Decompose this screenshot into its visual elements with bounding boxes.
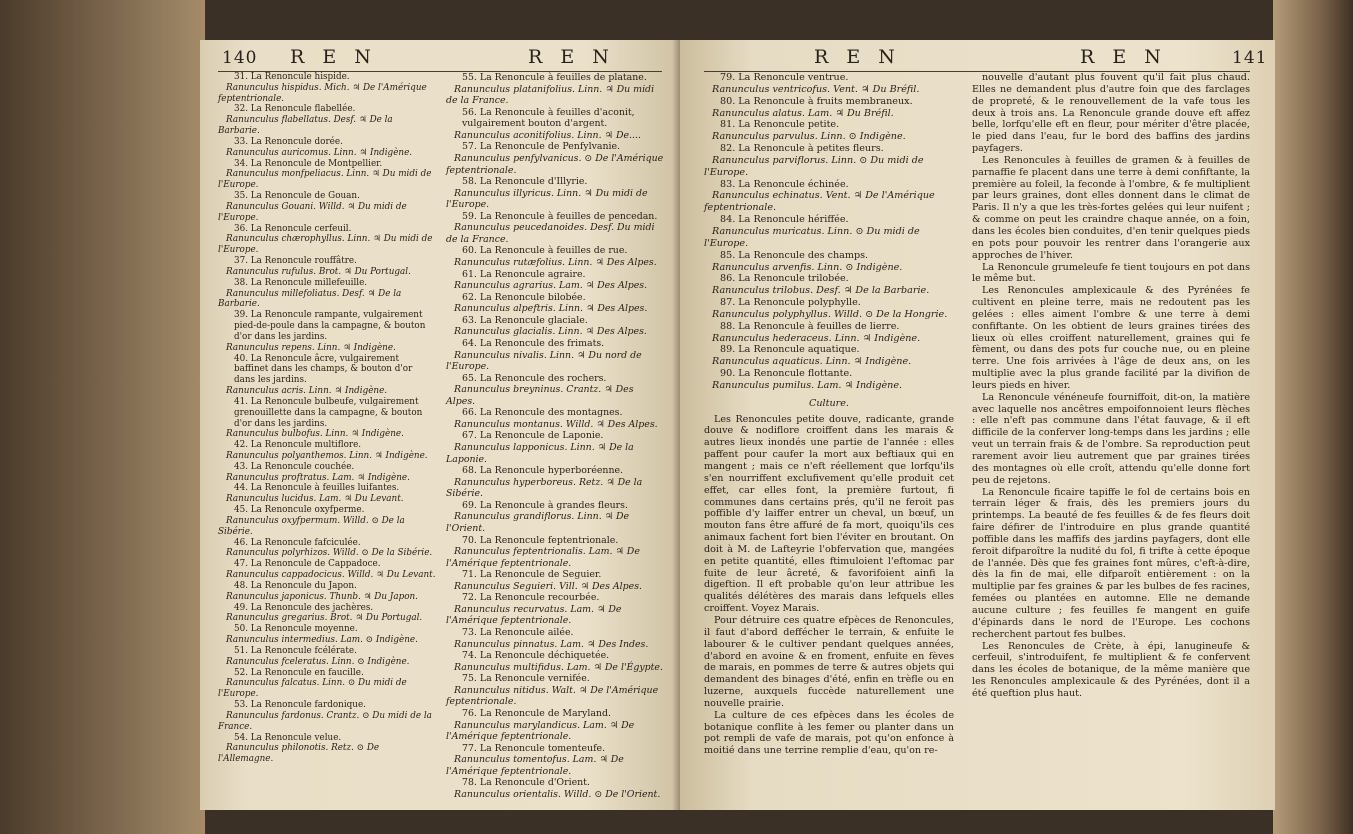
species-common-name: 65. La Renoncule des rochers. [462,372,607,384]
species-common-name: 73. La Renoncule ailée. [462,627,574,638]
species-common-name: 69. La Renoncule à grandes fleurs. [462,499,628,511]
species-latin-name: Ranunculus lucidus. Lam. ♃ Du Levant. [226,494,404,505]
species-common-name: 37. La Renoncule rouffâtre. [234,256,357,267]
species-entry [704,273,954,297]
text-paragraph: Les Renoncules de Crète, à épi, lanugineufe & cerfeuil, s'introduifent, fe multiplient & fe confervent dans les écoles de botanique, de la même manière que les Renoncules amplexicaule & des Pyrénées, dont il a été queftion plus haut. [972,640,1250,699]
species-entry [446,245,664,268]
species-common-name: 82. La Renoncule à petites fleurs. [720,143,884,155]
species-latin-name: Ranunculus trilobus. Desf. ♃ De la Barbarie. [712,285,930,297]
species-common-name: 70. La Renoncule feptentrionale. [462,534,619,546]
species-common-name: 88. La Renoncule à feuilles de lierre. [720,320,900,332]
species-entry [218,624,436,646]
species-latin-name: Ranunculus fceleratus. Linn. ⊙ Indigène. [226,656,410,667]
species-common-name: 39. La Renoncule rampante, vulgairement pied-de-poule dans la campagne, & bouton d'or dans les jardins. [234,310,426,342]
species-common-name: 87. La Renoncule polyphylle. [720,297,861,309]
culture-heading: Culture. [809,397,849,409]
species-entry [446,627,664,650]
running-head: R E N [528,46,615,68]
species-entry [446,141,664,176]
running-head: R E N [290,46,377,68]
species-common-name: 79. La Renoncule ventrue. [720,72,849,83]
species-latin-name: Ranunculus pinnatus. Lam. ♃ Des Indes. [454,638,649,650]
species-common-name: 86. La Renoncule trilobée. [720,273,849,285]
species-entry [218,104,436,136]
species-latin-name: Ranunculus falcatus. Linn. ⊙ Du midi de l'Europe. [218,678,407,700]
text-paragraph: Pour détruire ces quatre efpèces de Renoncules, il faut d'abord deffécher le terrain, & enfuite le labourer & le cultiver pendant quelques années, d'abord en avoine & en froment, enfuite en fèves de marais, en pommes de terre & autres objets qui demandent des binages d'été, enfin en trèfle ou en luzerne, auxquels fuccède naturellement une nouvelle prairie. [704,614,954,709]
species-latin-name: Ranunculus repens. Linn. ♃ Indigène. [226,342,396,353]
species-common-name: 57. La Renoncule de Penfylvanie. [462,141,621,153]
species-common-name: 52. La Renoncule en faucille. [234,667,364,678]
species-latin-name: Ranunculus breyninus. Crantz. ♃ Des Alpes. [446,384,634,407]
species-entry [704,250,954,274]
species-entry [446,673,664,708]
species-entry [704,321,954,345]
left-page [200,40,680,810]
species-latin-name: Ranunculus marylandicus. Lam. ♃ De l'Amérique feptentrionale. [446,719,635,743]
species-entry [446,592,664,627]
species-latin-name: Ranunculus hederaceus. Linn. ♃ Indigène. [712,332,921,344]
species-entry [446,407,664,430]
species-entry [446,269,664,292]
species-common-name: 48. La Renoncule du Japon. [234,580,357,591]
species-common-name: 78. La Renoncule d'Orient. [462,777,590,789]
page-number: 141 [1232,48,1268,68]
right-page-edges [1273,0,1353,834]
species-common-name: 90. La Renoncule flottante. [720,368,853,380]
species-entry [704,143,954,179]
species-latin-name: Ranunculus millefoliatus. Desf. ♃ De la Barbarie. [218,288,402,310]
species-latin-name: Ranunculus ventricofus. Vent. ♃ Du Bréfil. [712,83,920,95]
species-latin-name: Ranunculus hyperboreus. Retz. ♃ De la Sibérie. [446,476,643,500]
species-common-name: 85. La Renoncule des champs. [720,249,869,261]
species-latin-name: Ranunculus acris. Linn. ♃ Indigène. [226,386,388,397]
species-common-name: 62. La Renoncule bilobée. [462,291,586,303]
species-latin-name: Ranunculus glacialis. Linn. ♃ Des Alpes. [454,326,647,338]
species-common-name: 76. La Renoncule de Maryland. [462,707,611,719]
species-common-name: 35. La Renoncule de Gouan. [234,191,360,202]
species-entry [218,581,436,603]
species-entry [218,137,436,159]
species-common-name: 81. La Renoncule petite. [720,119,840,131]
species-common-name: 50. La Renoncule moyenne. [234,624,358,635]
species-latin-name: Ranunculus bulbofus. Linn. ♃ Indigène. [226,429,404,440]
species-entry [218,159,436,191]
species-common-name: 55. La Renoncule à feuilles de platane. [462,72,647,83]
species-entry [446,535,664,570]
species-entry [218,224,436,256]
species-latin-name: Ranunculus parvulus. Linn. ⊙ Indigène. [712,131,906,143]
species-entry [446,72,664,107]
species-entry [446,338,664,373]
species-entry [218,538,436,560]
species-latin-name: Ranunculus agrarius. Lam. ♃ Des Alpes. [454,280,648,292]
species-common-name: 58. La Renoncule d'Illyrie. [462,176,588,188]
species-latin-name: Ranunculus recurvatus. Lam. ♃ De l'Amérique feptentrionale. [446,603,622,627]
species-common-name: 83. La Renoncule échinée. [720,178,849,190]
species-common-name: 51. La Renoncule fcélérate. [234,645,357,656]
species-entry [704,344,954,368]
species-latin-name: Ranunculus muricatus. Linn. ⊙ Du midi de l'Europe. [704,225,920,249]
species-entry [704,368,954,392]
species-common-name: 44. La Renoncule à feuilles luifantes. [234,483,400,494]
species-latin-name: Ranunculus hispidus. Mich. ♃ De l'Amérique feptentrionale. [218,82,427,104]
text-paragraph: Les Renoncules petite douve, radicante, grande douve & nodiflore croiffent dans les marais & autres lieux inondés une partie de l'année : elles paffent pour caufer la mort aux beftiaux qui en mangent ; mais ce n'eft réellement que lorfqu'ils s'en nourriffent exclufivement qu'elle produit cet effet, car elles font, la première furtout, fi communes dans certains prés, qu'il ne feroit pas poffible d'y laiffer entrer un cheval, un bœuf, un mouton fans être affuré de fa mort, quoiqu'ils ces animaux fachent fort bien l'éviter en broutant. On doit à M. de Lafteyrie l'obfervation que, mangées en petite quantité, elles ftimuloient l'eftomac par fuite de leur âcreté, & favorifoient ainfi la digeftion. Il eft probable qu'on leur attribue les qualités délétères des marais dans lefquels elles croiffent. Voyez Marais. [704,413,954,615]
species-common-name: 54. La Renoncule velue. [234,732,342,743]
species-common-name: 53. La Renoncule fardonique. [234,700,366,711]
species-latin-name: Ranunculus philonotis. Retz. ⊙ De l'Allemagne. [218,743,380,765]
species-latin-name: Ranunculus polyrhizos. Willd. ⊙ De la Sibérie. [226,548,433,559]
species-latin-name: Ranunculus lapponicus. Linn. ♃ De la Laponie. [446,442,634,465]
text-paragraph: La Renoncule vénéneufe fourniffoit, dit-on, la matière avec laquelle nos ancêtres empoifonnoient leurs flèches : elle n'eft pas commune dans l'état fauvage, & il eft difficile de la conferver long-temps dans les jardins ; elle veut un terrain frais & de l'ombre. Sa reproduction peut rarement avoir lieu autrement que par graines tirées des montagnes où elle croît, attendu qu'elle donne fort peu de rejetons. [972,391,1250,486]
page-number: 140 [222,48,258,68]
species-common-name: 40. La Renoncule âcre, vulgairement baffinet dans les champs, & bouton d'or dans les jardins. [234,353,413,386]
species-common-name: 46. La Renoncule fafciculée. [234,537,361,548]
text-paragraph: nouvelle d'autant plus fouvent qu'il fait plus chaud. Elles ne demandent plus d'autre foin que des farclages de propreté, & le renouvellement de la vafe tous les deux à trois ans. La Renoncule grande douve eft affez belle, lorfqu'elle eft en fleur, pour mériter d'être placée, le pied dans l'eau, fur le bord des baffins des jardins payfagers. [972,72,1250,155]
text-paragraph: Les Renoncules à feuilles de gramen & à feuilles de parnaffie fe placent dans une terre à demi confiftante, la première au foleil, la feconde à l'ombre, & fe multiplient par leurs graines, dont elles donnent dans le climat de Paris. Il n'y a que les très-fortes gelées qui leur nuifent ; & comme on peut les craindre chaque année, on a foin, dans les écoles bien conduites, d'en tenir quelques pieds en pots pour pouvoir les rentrer dans l'orangerie aux approches de l'hiver. [972,154,1250,261]
species-latin-name: Ranunculus penfylvanicus. ⊙ De l'Amérique feptentrionale. [446,152,664,176]
species-entry [218,72,436,104]
species-entry [218,483,436,505]
species-common-name: 34. La Renoncule de Montpellier. [234,158,383,169]
species-entry [704,179,954,215]
left-column-1 [218,72,436,765]
species-common-name: 66. La Renoncule des montagnes. [462,407,623,419]
species-latin-name: Ranunculus intermedius. Lam. ⊙ Indigène. [226,635,418,646]
species-latin-name: Ranunculus multifidus. Lam. ♃ De l'Égypte. [454,661,663,673]
species-latin-name: Ranunculus nitidus. Walt. ♃ De l'Amérique feptentrionale. [446,684,659,708]
species-common-name: 56. La Renoncule à feuilles d'aconit, vulgairement bouton d'argent. [462,106,635,130]
species-entry [218,462,436,484]
species-entry [446,500,664,535]
species-latin-name: Ranunculus feptentrionalis. Lam. ♃ De l'Amérique feptentrionale. [446,546,640,569]
species-latin-name: Ranunculus gregarius. Brot. ♃ Du Portugal. [226,613,423,624]
species-latin-name: Ranunculus arvenfis. Linn. ⊙ Indigène. [712,261,903,273]
running-head: R E N [1080,46,1167,68]
text-paragraph: Les Renoncules amplexicaule & des Pyrénées fe cultivent en pleine terre, mais ne redoutent pas les gelées : elles aiment l'ombre & une terre à demi confiftante. On les obtient de leurs graines tirées des lieux où elles croiffent naturellement, graines qui fe fèment, ou dans des pots fur couche nue, ou en pleine terre. Une fois arrivées à l'âge de deux ans, on les multiplie avec la plus grande facilité par la divifion de leurs pieds en hiver. [972,285,1250,391]
species-latin-name: Ranunculus fardonus. Crantz. ⊙ Du midi de la France. [218,710,432,732]
species-entry [704,297,954,321]
species-latin-name: Ranunculus orientalis. Willd. ⊙ De l'Orient. [454,788,661,800]
species-entry [218,668,436,700]
species-latin-name: Ranunculus pumilus. Lam. ♃ Indigène. [712,379,903,391]
species-common-name: 71. La Renoncule de Seguier. [462,569,602,581]
species-latin-name: Ranunculus Seguieri. Vill. ♃ Des Alpes. [454,580,642,592]
species-common-name: 36. La Renoncule cerfeuil. [234,223,352,234]
species-common-name: 64. La Renoncule des frimats. [462,337,605,349]
species-entry [218,278,436,310]
species-entry [218,559,436,581]
species-entry [446,777,664,800]
species-entry [218,733,436,765]
species-latin-name: Ranunculus proftratus. Lam. ♃ Indigène. [226,472,410,483]
species-latin-name: Ranunculus polyanthemos. Linn. ♃ Indigène. [226,450,428,461]
species-entry [218,440,436,462]
text-paragraph: La culture de ces efpèces dans les écoles de botanique conflite à les femer ou planter dans un pot rempli de vafe de marais, pot qu'on enfonce à moitié dans une terrine remplie d'eau, qu'on re- [704,709,954,757]
species-latin-name: Ranunculus polyphyllus. Willd. ⊙ De la Hongrie. [712,308,948,320]
species-common-name: 31. La Renoncule hispide. [234,72,350,82]
species-latin-name: Ranunculus flabellatus. Desf. ♃ De la Barbarie. [218,115,393,137]
species-latin-name: Ranunculus cappadocicus. Willd. ♃ Du Levant. [226,570,436,581]
species-entry [704,96,954,120]
left-page-edges [0,0,205,834]
species-entry [446,430,664,465]
species-common-name: 45. La Renoncule oxyfperme. [234,505,365,516]
species-entry [218,505,436,537]
text-paragraph: La Renoncule grumeleufe fe tient toujours en pot dans le même but. [972,261,1250,285]
species-common-name: 72. La Renoncule recourbée. [462,592,600,604]
species-latin-name: Ranunculus nivalis. Linn. ♃ Du nord de l'Europe. [446,349,642,373]
species-entry [218,310,436,353]
species-entry [704,72,954,96]
species-common-name: 38. La Renoncule millefeuille. [234,277,368,288]
species-common-name: 41. La Renoncule bulbeufe, vulgairement grenouillette dans la campagne, & bouton d'or dans les jardins. [234,396,423,429]
species-latin-name: Ranunculus Gouani. Willd. ♃ Du midi de l'Europe. [218,201,407,223]
species-common-name: 84. La Renoncule hériffée. [720,214,849,226]
species-entry [446,569,664,592]
species-common-name: 60. La Renoncule à feuilles de rue. [462,245,628,257]
species-entry [218,603,436,625]
species-latin-name: Ranunculus rufulus. Brot. ♃ Du Portugal. [226,266,411,277]
text-paragraph: La Renoncule ficaire tapiffe le fol de certains bois en terrain léger & frais, dès les premiers jours du printemps. La beauté de fes feuilles & de fes fleurs doit faire défirer de l'introduire en plus grande quantité poffible dans les maffifs des jardins payfagers, dont elle feroit difparoître la nudité du fol, fi trifte à cette époque de l'année. Dès que fes graines font mûres, c'eft-à-dire, dès la fin de mai, elle difparoît entièrement : on la multiplie par fes graines & par les bulbes de fes racines, femées ou plantées en automne. Elle ne demande aucune culture ; fes feuilles fe mangent en guife d'épinards dans le nord de l'Europe. Les cochons recherchent partout fes bulbes. [972,486,1250,640]
right-column-1 [704,72,954,757]
species-common-name: 63. La Renoncule glaciale. [462,314,588,326]
left-column-2 [446,72,664,800]
species-entry [446,315,664,338]
species-common-name: 43. La Renoncule couchée. [234,461,355,472]
species-latin-name: Ranunculus rutæfolius. Linn. ♃ Des Alpes. [454,257,657,268]
species-entry [446,743,664,778]
right-page [680,40,1275,810]
species-common-name: 75. La Renoncule vernifée. [462,673,590,685]
species-common-name: 33. La Renoncule dorée. [234,136,343,147]
species-entry [446,373,664,408]
species-entry [446,107,664,142]
species-latin-name: Ranunculus illyricus. Linn. ♃ Du midi de l'Europe. [446,187,648,211]
species-common-name: 61. La Renoncule agraire. [462,268,586,280]
species-common-name: 80. La Renoncule à fruits membraneux. [720,95,913,107]
species-common-name: 89. La Renoncule aquatique. [720,344,860,356]
species-common-name: 42. La Renoncule multiflore. [234,440,362,451]
species-entry [218,191,436,223]
species-entry [446,465,664,500]
species-latin-name: Ranunculus parviflorus. Linn. ⊙ Du midi de l'Europe. [704,154,924,178]
species-common-name: 67. La Renoncule de Laponie. [462,430,604,442]
species-entry [704,214,954,250]
species-common-name: 68. La Renoncule hyperboréenne. [462,465,624,477]
species-entry [704,119,954,143]
species-latin-name: Ranunculus auricomus. Linn. ♃ Indigène. [226,147,413,158]
species-latin-name: Ranunculus alatus. Lam. ♃ Du Bréfil. [712,107,894,119]
species-common-name: 49. La Renoncule des jachères. [234,602,374,613]
species-entry [446,211,664,246]
species-latin-name: Ranunculus platanifolius. Linn. ♃ Du midi de la France. [446,83,655,107]
species-entry [218,256,436,278]
species-entry [218,397,436,440]
right-column-2 [972,72,1250,700]
species-latin-name: Ranunculus tomentofus. Lam. ♃ De l'Amérique feptentrionale. [446,754,624,777]
species-common-name: 74. La Renoncule déchiquetée. [462,650,610,662]
species-latin-name: Ranunculus oxyfpermum. Willd. ⊙ De la Sibérie. [218,515,405,537]
species-latin-name: Ranunculus aconitifolius. Linn. ♃ De.... [454,129,641,141]
species-common-name: 59. La Renoncule à feuilles de pencedan. [462,210,658,222]
species-entry [218,700,436,732]
species-entry [446,292,664,315]
species-entry [218,354,436,397]
species-common-name: 47. La Renoncule de Cappadoce. [234,559,381,570]
species-entry [446,650,664,673]
species-latin-name: Ranunculus aquaticus. Linn. ♃ Indigène. [712,356,912,368]
species-latin-name: Ranunculus peucedanoides. Desf. Du midi de la France. [446,222,655,245]
species-entry [446,708,664,743]
running-head: R E N [814,46,901,68]
species-latin-name: Ranunculus echinatus. Vent. ♃ De l'Amérique feptentrionale. [704,190,935,214]
species-common-name: 32. La Renoncule flabellée. [234,104,356,115]
species-latin-name: Ranunculus grandiflorus. Linn. ♃ De l'Orient. [446,511,630,534]
species-latin-name: Ranunculus alpeftris. Linn. ♃ Des Alpes. [454,303,648,315]
species-entry [446,176,664,211]
species-common-name: 77. La Renoncule tomenteufe. [462,742,606,754]
species-latin-name: Ranunculus japonicus. Thunb. ♃ Du Japon. [226,591,418,602]
species-latin-name: Ranunculus chærophyllus. Linn. ♃ Du midi de l'Europe. [218,234,433,256]
species-latin-name: Ranunculus monfpeliacus. Linn. ♃ Du midi de l'Europe. [218,169,432,191]
species-latin-name: Ranunculus montanus. Willd. ♃ Des Alpes. [454,418,658,430]
species-entry [218,646,436,668]
